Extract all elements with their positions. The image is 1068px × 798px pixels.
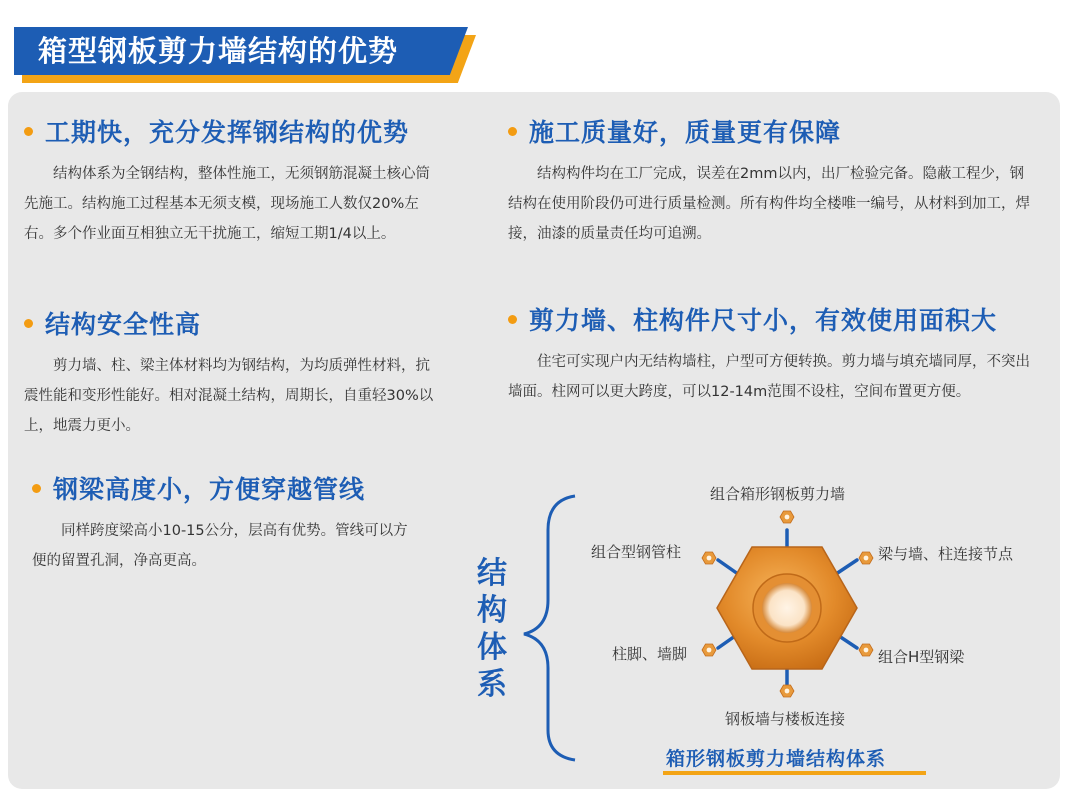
feature-body: 结构体系为全钢结构，整体性施工，无须钢筋混凝土核心筒先施工。结构施工过程基本无须支模，现场施工人数仅20%左右。多个作业面互相独立无干扰施工，缩短工期1/4以上。: [24, 166, 430, 242]
label-beam-joint: 梁与墙、柱连接节点: [878, 545, 1014, 563]
feature-structural-safety: [24, 305, 436, 441]
label-h-beam: 组合H型钢梁: [878, 648, 965, 666]
feature-construction-quality: [508, 113, 1030, 249]
feature-head: [24, 305, 436, 341]
label-column-base: 柱脚、墙脚: [612, 645, 688, 663]
feature-title: 钢梁高度小，方便穿越管线: [53, 475, 366, 504]
feature-beam-height: [32, 470, 422, 576]
feature-head: [24, 113, 436, 149]
vertical-title-char: 构: [477, 593, 507, 628]
bullet-dot-icon: [32, 484, 41, 493]
vertical-title-char: 系: [477, 667, 507, 702]
feature-head: [32, 470, 422, 506]
feature-head: [508, 301, 1030, 337]
feature-body: 住宅可实现户内无结构墙柱，户型可方便转换。剪力墙与填充墙同厚，不突出墙面。柱网可以更大跨度，可以12-14m范围不设柱，空间布置更方便。: [508, 354, 1030, 400]
label-box-shear-wall: 组合箱形钢板剪力墙: [710, 485, 846, 503]
diagram-caption: 箱形钢板剪力墙结构体系: [666, 748, 887, 770]
feature-head: [508, 113, 1030, 149]
bullet-dot-icon: [24, 319, 33, 328]
feature-small-members: [508, 301, 1030, 407]
label-slab-connection: 钢板墙与楼板连接: [725, 710, 846, 728]
bullet-dot-icon: [24, 127, 33, 136]
page-title: 箱型钢板剪力墙结构的优势: [38, 34, 399, 68]
vertical-title-char: 结: [477, 556, 507, 591]
bullet-dot-icon: [508, 127, 517, 136]
feature-title: 施工质量好，质量更有保障: [529, 118, 842, 147]
feature-title: 工期快，充分发挥钢结构的优势: [45, 118, 410, 147]
feature-title: 剪力墙、柱构件尺寸小，有效使用面积大: [529, 306, 998, 335]
label-steel-tube-column: 组合型钢管柱: [591, 543, 682, 561]
vertical-title-char: 体: [477, 630, 507, 665]
feature-body: 同样跨度梁高小10-15公分，层高有优势。管线可以方便的留置孔洞，净高更高。: [32, 523, 408, 569]
feature-title: 结构安全性高: [45, 310, 202, 339]
header-banner: [14, 27, 468, 75]
feature-body: 结构构件均在工厂完成，误差在2mm以内，出厂检验完备。隐蔽工程少，钢结构在使用阶段仍可进行质量检测。所有构件均全楼唯一编号，从材料到加工，焊接，油漆的质量责任均可追溯。: [508, 166, 1030, 242]
feature-construction-speed: [24, 113, 436, 249]
feature-body: 剪力墙、柱、梁主体材料均为钢结构，为均质弹性材料，抗震性能和变形性能好。相对混凝土结构，周期长，自重轻30%以上，地震力更小。: [24, 358, 434, 434]
bullet-dot-icon: [508, 315, 517, 324]
